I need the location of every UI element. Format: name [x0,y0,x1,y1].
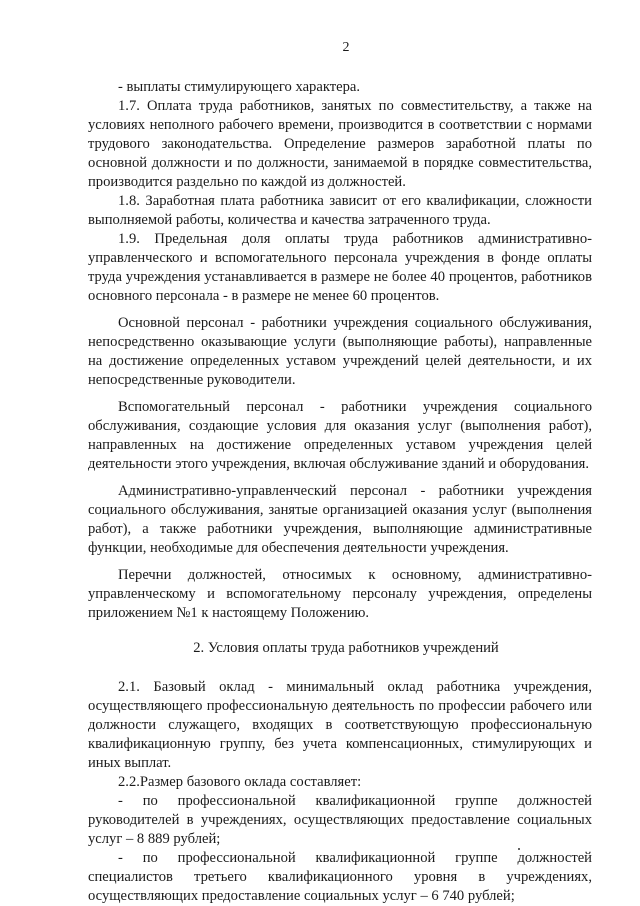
paragraph-main-staff: Основной персонал - работники учреждения социального обслуживания, непосредственно оказывающие услуги (выполняющие работы), направленные на достижение определенных уставом учреждений целей деятельности, и их непосредственные руководители. [88,315,592,388]
page-number: 2 [342,40,350,55]
scan-dot [518,848,520,850]
paragraph-position-lists: Перечни должностей, относимых к основному, административно-управленческому и вспомогательному персоналу учреждения, определены приложением №1 к настоящему Положению. [88,567,592,621]
paragraph-1-9: 1.9. Предельная доля оплаты труда работников административно-управленческого и вспомогательного персонала учреждения в фонде оплаты труда учреждения устанавливается в размере не более 40 процентов, работников основного персонала - в размере не менее 60 процентов. [88,231,592,304]
paragraph-bonus-payments: - выплаты стимулирующего характера. [118,79,360,95]
list-item-specialists: - по профессиональной квалификационной группе должностей специалистов третьего квалификационного уровня в учреждениях, осуществляющих предоставление социальных услуг – 6 740 рублей; [88,850,592,904]
paragraph-1-8: 1.8. Заработная плата работника зависит от его квалификации, сложности выполняемой работы, количества и качества затраченного труда. [88,193,592,228]
paragraph-2-2: 2.2.Размер базового оклада составляет: [118,774,362,790]
paragraph-2-1: 2.1. Базовый оклад - минимальный оклад работника учреждения, осуществляющего профессиональную деятельность по профессии рабочего или должности служащего, входящих в соответствующую профессиональную квалификационную группу, без учета компенсационных, стимулирующих и иных выплат. [88,679,592,771]
list-item-managers: - по профессиональной квалификационной группе должностей руководителей в учреждениях, осуществляющих предоставление социальных услуг – 8 889 рублей; [88,793,592,847]
paragraph-1-7: 1.7. Оплата труда работников, занятых по совместительству, а также на условиях неполного рабочего времени, производится в соответствии с нормами трудового законодательства. Определение размеров заработной платы по основной должности и по должности, занимаемой в порядке совместительства, производится раздельно по каждой из должностей. [88,98,592,190]
section-title: 2. Условия оплаты труда работников учреждений [193,640,499,656]
paragraph-admin-staff: Административно-управленческий персонал - работники учреждения социального обслуживания, занятые организацией оказания услуг (выполнения работ), а также работники учреждения, выполняющие административные функции, необходимые для обеспечения деятельности учреждения. [88,483,592,556]
paragraph-support-staff: Вспомогательный персонал - работники учреждения социального обслуживания, создающие условия для оказания услуг (выполнения работ), направленных на достижение определенных уставом учреждения целей деятельности этого учреждения, включая обслуживание зданий и оборудования. [88,399,592,472]
